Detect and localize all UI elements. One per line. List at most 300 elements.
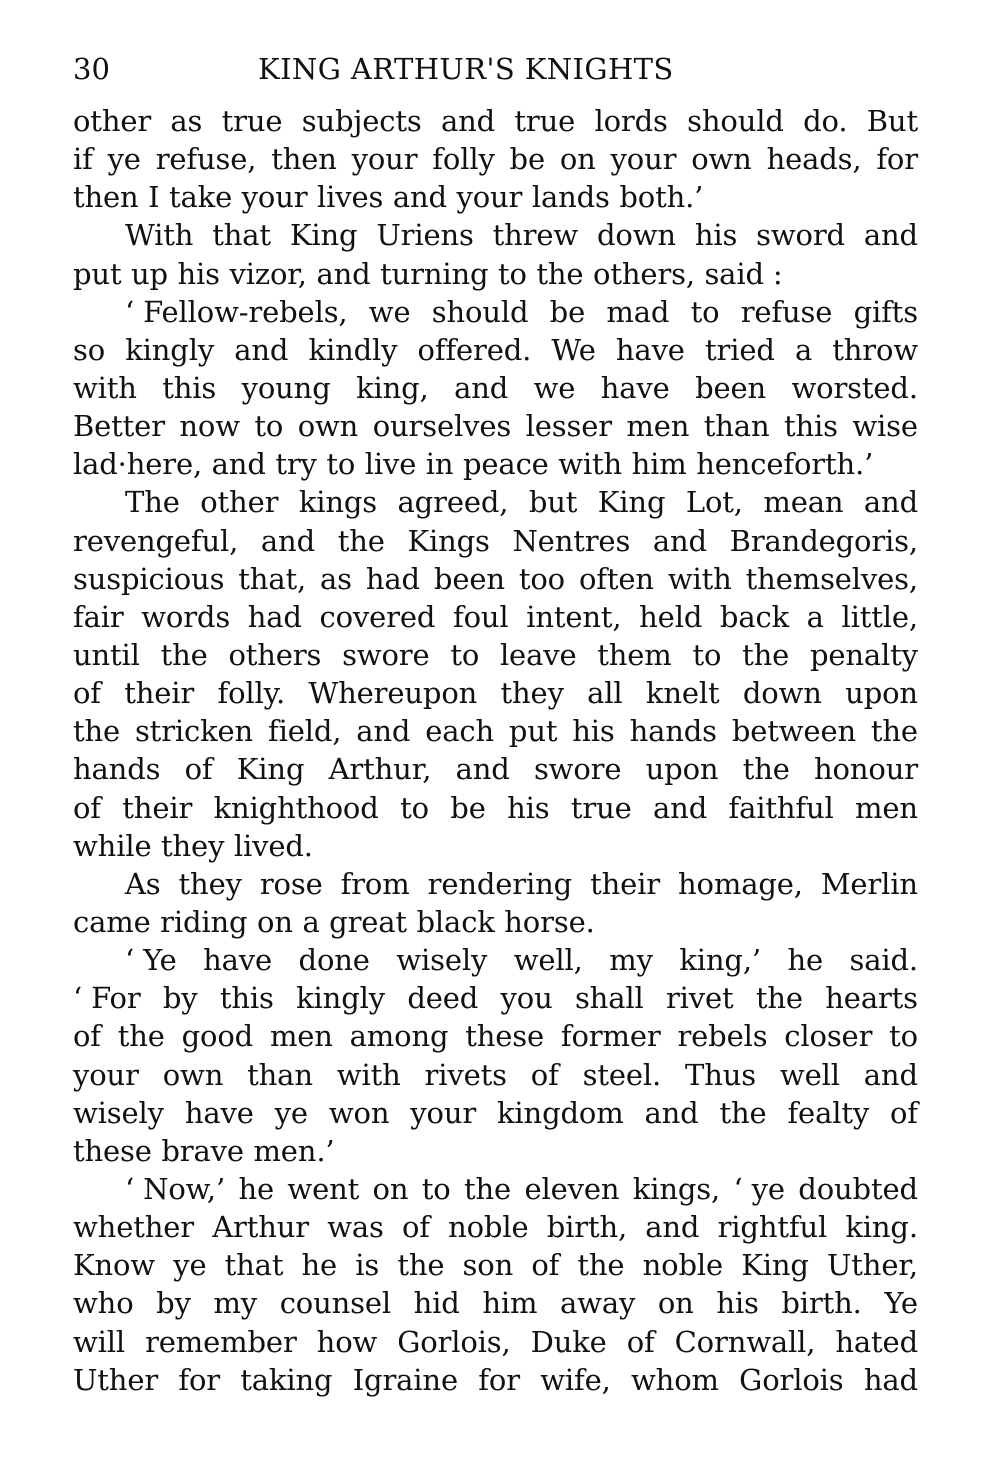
word: ye: [173, 1248, 207, 1283]
word: my: [213, 1286, 258, 1321]
word: until: [73, 637, 140, 672]
word: have: [600, 370, 670, 405]
word: others: [228, 637, 322, 672]
word: Lot,: [685, 485, 743, 520]
word: ‘ Now,’: [125, 1171, 226, 1206]
text-line: [73, 1056, 918, 1094]
word: and: [644, 1095, 699, 1130]
word: lived.: [233, 828, 313, 863]
word: king,’: [679, 943, 761, 978]
word: their: [122, 790, 193, 825]
word: the: [464, 1171, 512, 1206]
word: his: [716, 1286, 759, 1321]
word: than: [703, 409, 770, 444]
word: put: [508, 714, 558, 749]
word: came: [73, 904, 151, 939]
word: words: [141, 599, 231, 634]
word: between: [731, 714, 856, 749]
word: remember: [145, 1324, 297, 1359]
word: men.’: [253, 1133, 335, 1168]
text-line: [73, 598, 918, 636]
word: and: [455, 752, 510, 787]
word: kings: [298, 485, 378, 520]
text-line: [73, 293, 918, 331]
word: true: [221, 104, 283, 138]
word: rebels: [677, 1019, 768, 1054]
word: peace: [463, 447, 549, 482]
word: from: [340, 866, 410, 901]
word: fair: [73, 599, 124, 634]
word: birth.: [781, 1286, 862, 1321]
word: the: [337, 523, 385, 558]
word: young: [241, 370, 331, 405]
word: kings,: [632, 1171, 721, 1206]
word: kingly: [296, 981, 385, 1016]
running-head: [73, 50, 918, 92]
word: Merlin: [820, 866, 918, 901]
text-line: [73, 979, 918, 1017]
word: revengeful,: [73, 523, 239, 558]
word: have: [203, 943, 273, 978]
word: by: [162, 981, 198, 1016]
word: Uriens: [376, 218, 474, 253]
text-line: [73, 522, 918, 560]
word: refuse,: [155, 142, 257, 177]
word: and: [211, 447, 266, 482]
word: and: [653, 790, 708, 825]
word: that,: [238, 561, 307, 596]
word: both.’: [619, 180, 704, 215]
word: hands: [73, 752, 161, 787]
word: Igraine: [352, 1362, 458, 1397]
word: with: [558, 447, 623, 482]
word: then: [73, 180, 139, 215]
word: among: [349, 1019, 449, 1054]
word: do.: [803, 104, 848, 138]
word: and: [356, 714, 411, 749]
word: these: [73, 1133, 152, 1168]
word: wisely: [396, 943, 488, 978]
text-line: [73, 1170, 918, 1208]
word: have: [184, 1095, 254, 1130]
word: the: [117, 1019, 165, 1054]
word: ‘ Fellow-rebels,: [125, 294, 348, 329]
word: subjects: [301, 104, 422, 138]
word: live: [364, 447, 417, 482]
word: doubted: [798, 1171, 918, 1206]
word: him: [631, 447, 687, 482]
word: gifts: [853, 294, 918, 329]
word: riding: [160, 904, 248, 939]
word: wisely: [73, 1095, 164, 1130]
text-line: [73, 750, 918, 788]
text-line: [73, 369, 918, 407]
word: but: [528, 485, 578, 520]
word: ye: [274, 1095, 308, 1130]
text-line: [73, 445, 918, 483]
word: be: [509, 142, 545, 177]
word: wife,: [540, 1362, 611, 1397]
book-page: [73, 50, 918, 1399]
word: to: [421, 1171, 451, 1206]
text-line: [73, 407, 918, 445]
word: is: [355, 1248, 380, 1283]
word: former: [560, 1019, 661, 1054]
word: men: [626, 409, 690, 444]
word: As: [125, 866, 161, 901]
word: covered: [319, 599, 436, 634]
text-line: [73, 178, 918, 216]
text-line: [73, 1208, 918, 1246]
word: your: [241, 180, 308, 215]
word: went: [287, 1171, 360, 1206]
word: Know: [73, 1248, 156, 1283]
word: Cornwall,: [674, 1324, 816, 1359]
word: good: [181, 1019, 254, 1054]
word: folly: [432, 142, 495, 177]
word: said.: [849, 943, 918, 978]
word: then: [271, 142, 337, 177]
word: folly.: [217, 676, 286, 711]
word: own: [691, 142, 752, 177]
word: and: [440, 104, 496, 138]
word: refuse: [740, 294, 833, 329]
word: threw: [492, 218, 579, 253]
word: King: [289, 218, 358, 253]
word: had: [365, 561, 420, 596]
word: brave: [161, 1133, 244, 1168]
word: and: [454, 370, 509, 405]
word: taking: [240, 1362, 333, 1397]
word: of: [531, 1248, 560, 1283]
word: done: [298, 943, 370, 978]
word: of: [626, 1324, 655, 1359]
word: my: [609, 943, 653, 978]
word: offered.: [417, 332, 532, 367]
word: turning: [380, 256, 489, 291]
body-text: [73, 102, 918, 1399]
word: great: [329, 904, 407, 939]
word: worsted.: [791, 370, 918, 405]
word: the: [719, 1095, 767, 1130]
word: suspicious: [73, 561, 225, 596]
word: Thus: [685, 1057, 756, 1092]
word: the: [755, 981, 803, 1016]
word: hearts: [825, 981, 918, 1016]
text-line: [73, 483, 918, 521]
word: of: [73, 790, 101, 825]
text-line: [73, 140, 918, 178]
word: King: [741, 1248, 809, 1283]
word: Uther,: [827, 1248, 918, 1283]
word: was: [327, 1210, 384, 1245]
word: horse.: [504, 904, 595, 939]
word: sword: [756, 218, 845, 253]
word: the: [397, 1248, 445, 1283]
word: lands: [531, 180, 610, 215]
word: up: [131, 256, 168, 291]
word: and: [863, 1057, 918, 1092]
word: as: [170, 104, 203, 138]
text-line: [73, 102, 918, 140]
word: foul: [452, 599, 509, 634]
word: their: [590, 866, 660, 901]
word: men: [855, 790, 918, 825]
text-line: [73, 789, 918, 827]
word: ‘ For: [73, 981, 141, 1016]
word: his: [177, 256, 220, 291]
text-line: [73, 216, 918, 254]
word: to: [450, 637, 480, 672]
word: to: [690, 294, 720, 329]
word: of: [401, 1210, 430, 1245]
word: for: [478, 1362, 520, 1397]
word: down: [596, 218, 676, 253]
word: lives: [317, 180, 384, 215]
word: ourselves: [372, 409, 512, 444]
word: had: [247, 599, 302, 634]
word: of: [184, 752, 213, 787]
word: the: [742, 637, 790, 672]
word: of: [73, 676, 101, 711]
word: won: [328, 1095, 390, 1130]
word: they: [161, 828, 225, 863]
word: rivet: [665, 981, 734, 1016]
word: the: [742, 752, 790, 787]
running-title: KING ARTHUR'S KNIGHTS: [258, 52, 674, 86]
word: We: [551, 332, 596, 367]
word: wise: [852, 409, 918, 444]
word: true: [514, 104, 576, 138]
word: the: [160, 637, 208, 672]
word: been: [433, 561, 505, 596]
word: I: [148, 180, 160, 215]
word: ‘ ye: [733, 1171, 785, 1206]
word: this: [783, 409, 838, 444]
word: lad·here,: [73, 447, 203, 482]
word: Gorlois,: [397, 1324, 511, 1359]
word: his: [694, 218, 738, 253]
word: all: [587, 676, 623, 711]
word: men: [269, 1019, 333, 1054]
word: Whereupon: [308, 676, 478, 711]
word: with: [667, 561, 732, 596]
word: your: [456, 180, 523, 215]
word: mad: [606, 294, 670, 329]
word: the: [577, 1248, 625, 1283]
word: to: [692, 637, 722, 672]
word: deed: [407, 981, 479, 1016]
word: son: [462, 1248, 514, 1283]
word: and: [392, 180, 447, 215]
text-line: [73, 865, 918, 903]
word: the: [870, 714, 918, 749]
word: swore: [533, 752, 622, 787]
text-line: [73, 827, 918, 865]
text-line: [73, 1323, 918, 1361]
word: own: [162, 1057, 224, 1092]
word: the: [73, 714, 121, 749]
word: and: [316, 256, 371, 291]
word: and: [645, 1210, 700, 1245]
word: to: [498, 256, 527, 291]
text-line: [73, 636, 918, 674]
word: throw: [832, 332, 918, 367]
word: a: [806, 599, 824, 634]
word: intent,: [526, 599, 622, 634]
word: rightful: [717, 1210, 828, 1245]
word: on: [257, 904, 293, 939]
word: should: [431, 294, 529, 329]
word: and: [234, 332, 289, 367]
word: and: [863, 485, 918, 520]
word: birth,: [546, 1210, 628, 1245]
word: king.: [845, 1210, 918, 1245]
word: lords: [594, 104, 668, 138]
word: well: [779, 1057, 840, 1092]
word: King: [236, 752, 305, 787]
word: rivets: [424, 1057, 507, 1092]
word: well,: [513, 943, 583, 978]
word: leave: [499, 637, 577, 672]
word: penalty: [809, 637, 918, 672]
word: knelt: [645, 676, 720, 711]
word: kingly: [125, 332, 215, 367]
text-line: [73, 331, 918, 369]
word: With: [125, 218, 194, 253]
word: your: [351, 142, 418, 177]
word: to: [326, 447, 356, 482]
word: Kings: [407, 523, 490, 558]
word: Uther: [73, 1362, 159, 1397]
word: counsel: [279, 1286, 392, 1321]
word: swore: [342, 637, 430, 672]
word: of: [890, 1095, 918, 1130]
word: than: [247, 1057, 313, 1092]
word: kingdom: [497, 1095, 624, 1130]
word: rendering: [427, 866, 573, 901]
word: whether: [73, 1210, 194, 1245]
word: black: [416, 904, 495, 939]
word: take: [169, 180, 233, 215]
word: hated: [835, 1324, 918, 1359]
text-line: [73, 1132, 918, 1170]
text-line: [73, 1284, 918, 1322]
word: Ye: [884, 1286, 918, 1321]
word: henceforth.’: [696, 447, 874, 482]
word: to: [254, 409, 284, 444]
word: had: [863, 1362, 918, 1397]
word: by: [156, 1286, 191, 1321]
word: for: [876, 142, 918, 177]
word: hands: [629, 714, 717, 749]
word: The: [125, 485, 180, 520]
word: Arthur,: [328, 752, 432, 787]
word: tried: [705, 332, 775, 367]
word: honour: [814, 752, 918, 787]
word: on: [559, 142, 596, 177]
word: we: [533, 370, 576, 405]
word: him: [482, 1286, 538, 1321]
word: ye: [107, 142, 141, 177]
word: your: [610, 142, 677, 177]
word: be: [450, 790, 486, 825]
word: he: [238, 1171, 274, 1206]
word: true: [570, 790, 632, 825]
word: a: [794, 332, 813, 367]
word: if: [73, 142, 93, 177]
word: you: [500, 981, 553, 1016]
word: his: [507, 790, 550, 825]
word: they: [178, 866, 242, 901]
word: field,: [268, 714, 342, 749]
word: too: [518, 561, 565, 596]
text-line: [73, 1094, 918, 1132]
word: Brandegoris,: [729, 523, 918, 558]
word: the: [536, 256, 584, 291]
word: eleven: [524, 1171, 620, 1206]
word: themselves,: [745, 561, 918, 596]
text-line: [73, 712, 918, 750]
word: he: [301, 1248, 338, 1283]
word: your: [410, 1095, 477, 1130]
word: knighthood: [213, 790, 379, 825]
word: Duke: [530, 1324, 607, 1359]
word: king,: [356, 370, 429, 405]
word: steel.: [582, 1057, 662, 1092]
word: on: [657, 1286, 694, 1321]
word: on: [372, 1171, 409, 1206]
word: will: [73, 1324, 126, 1359]
word: often: [578, 561, 654, 596]
word: now: [179, 409, 240, 444]
word: try: [275, 447, 317, 482]
word: rose: [259, 866, 323, 901]
word: who: [73, 1286, 134, 1321]
word: away: [560, 1286, 636, 1321]
word: to: [889, 1019, 918, 1054]
word: But: [866, 104, 918, 138]
word: kindly: [308, 332, 398, 367]
word: vizor,: [229, 256, 307, 291]
word: be: [549, 294, 586, 329]
word: ‘ Ye: [125, 943, 177, 978]
word: own: [297, 409, 359, 444]
word: have: [615, 332, 685, 367]
word: he: [787, 943, 824, 978]
word: noble: [448, 1210, 529, 1245]
word: so: [73, 332, 106, 367]
word: Gorlois: [739, 1362, 844, 1397]
word: a: [302, 904, 320, 939]
word: and: [652, 523, 707, 558]
word: down: [742, 676, 822, 711]
word: they: [500, 676, 564, 711]
word: for: [178, 1362, 220, 1397]
word: that: [212, 218, 271, 253]
word: heads,: [766, 142, 862, 177]
word: each: [425, 714, 495, 749]
text-line: [73, 1246, 918, 1284]
word: as: [320, 561, 352, 596]
word: and: [863, 218, 918, 253]
word: mean: [763, 485, 844, 520]
word: stricken: [134, 714, 254, 749]
word: this: [219, 981, 274, 1016]
word: held: [639, 599, 703, 634]
word: fealty: [787, 1095, 870, 1130]
word: others,: [593, 256, 695, 291]
